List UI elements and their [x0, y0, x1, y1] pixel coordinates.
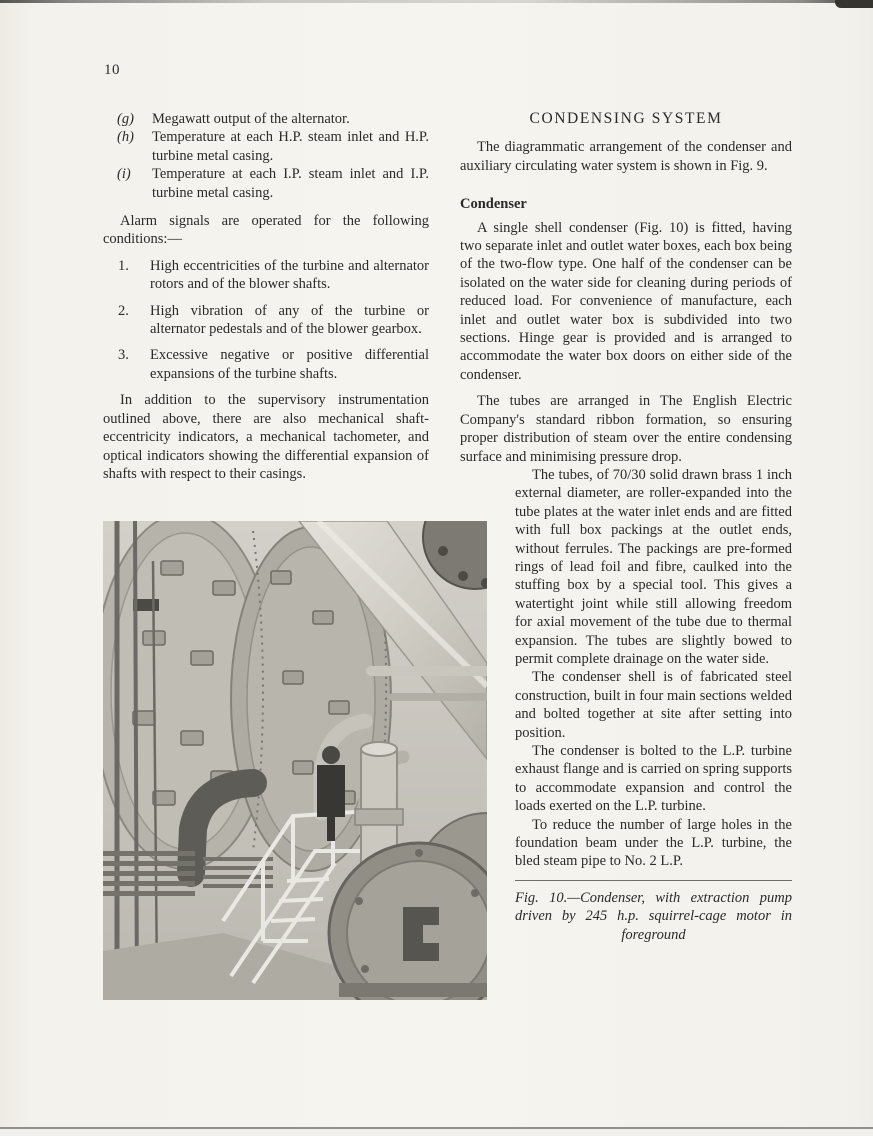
caption-divider [515, 880, 792, 881]
item-text: Excessive negative or positive differential expansions of the turbine shafts. [150, 347, 429, 382]
tubes-paragraph: The tubes are arranged in The English Electric Company's standard ribbon formation, so ensuring proper distribution of steam over the entire condensing surface and minimising pressure drop. [460, 393, 792, 465]
intro-paragraph: The diagrammatic arrangement of the condenser and auxiliary circulating water system is shown in Fig. 9. [460, 139, 792, 174]
narrow-text-block [515, 466, 792, 871]
item-text: Megawatt output of the alternator. [152, 111, 350, 127]
item-text: High vibration of any of the turbine or alternator pedestals and of the blower gearbox. [150, 302, 429, 338]
tubes-detail-paragraph: The tubes, of 70/30 solid drawn brass 1 inch external diameter, are roller-expanded into the tube plates at the water inlet ends and are fitted with full box packings at the outlet ends, without ferrules. The packings are pre-formed rings of lead foil and fibre, caulked into the stuffing box by a special tool. This gives a watertight joint while still allowing freedom for axial movement of the tube due to thermal expansion. The tubes are slightly bowed to permit complete drainage on the water side. [515, 466, 792, 667]
closing-paragraph: In addition to the supervisory instrumentation outlined above, there are also mechanical shaft-eccentricity indicators, a mechanical tachometer, and optical indicators showing the differential expansion of shafts with respect to their casings. [103, 392, 429, 482]
condenser-paragraph: A single shell condenser (Fig. 10) is fitted, having two separate inlet and outlet water boxes, each box being of the two-flow type. One half of the condenser can be isolated on the water side for cleaning during periods of reduced load. For convenience of manufacture, each inlet and outlet water box is subdivided into two sections. Hinge gear is provided and is arranged to accommodate the water box doors on either side of the condenser. [460, 219, 792, 383]
shell-paragraph: The condenser shell is of fabricated steel construction, built in four main sections welded and bolted together at site after setting into position. [515, 669, 792, 741]
numbered-item-1 [103, 257, 429, 294]
item-label: (h) [117, 129, 134, 146]
scan-top-corner-shadow [835, 0, 873, 8]
condenser-photo-illustration [103, 521, 487, 1000]
item-number: 2. [118, 302, 129, 319]
lettered-item-h [103, 128, 429, 165]
item-text: Temperature at each I.P. steam inlet and I.P. turbine metal casing. [152, 166, 429, 201]
item-text: High eccentricities of the turbine and alternator rotors and of the blower shafts. [150, 257, 429, 293]
section-heading: CONDENSING SYSTEM [529, 110, 723, 127]
item-number: 1. [118, 257, 129, 274]
right-column [460, 110, 792, 944]
lettered-item-g [103, 110, 429, 128]
foundation-paragraph: To reduce the number of large holes in the foundation beam under the L.P. turbine, the bled steam pipe to No. 2 L.P. [515, 816, 792, 870]
item-label: (g) [117, 111, 134, 127]
alarm-paragraph: Alarm signals are operated for the following conditions:— [103, 213, 429, 248]
alarm-conditions-list [103, 257, 429, 383]
page-number: 10 [104, 62, 120, 78]
numbered-item-3 [103, 346, 429, 383]
numbered-item-2 [103, 302, 429, 339]
bolted-paragraph: The condenser is bolted to the L.P. turbine exhaust flange and is carried on spring supports to accommodate expansion and control the loads exerted on the L.P. turbine. [515, 743, 792, 815]
item-text: Temperature at each H.P. steam inlet and H.P. turbine metal casing. [152, 129, 429, 164]
item-number: 3. [118, 347, 129, 364]
condenser-subheading: Condenser [460, 196, 527, 213]
figure-10-caption: Fig. 10.—Condenser, with extraction pump driven by 245 h.p. squirrel-cage motor in foreground [515, 889, 792, 943]
item-label: (i) [117, 166, 131, 183]
condenser-photograph [103, 521, 487, 1000]
scan-top-edge [0, 0, 873, 3]
scan-bottom-margin [0, 1129, 873, 1136]
lettered-item-i [103, 165, 429, 202]
left-column [103, 110, 429, 483]
